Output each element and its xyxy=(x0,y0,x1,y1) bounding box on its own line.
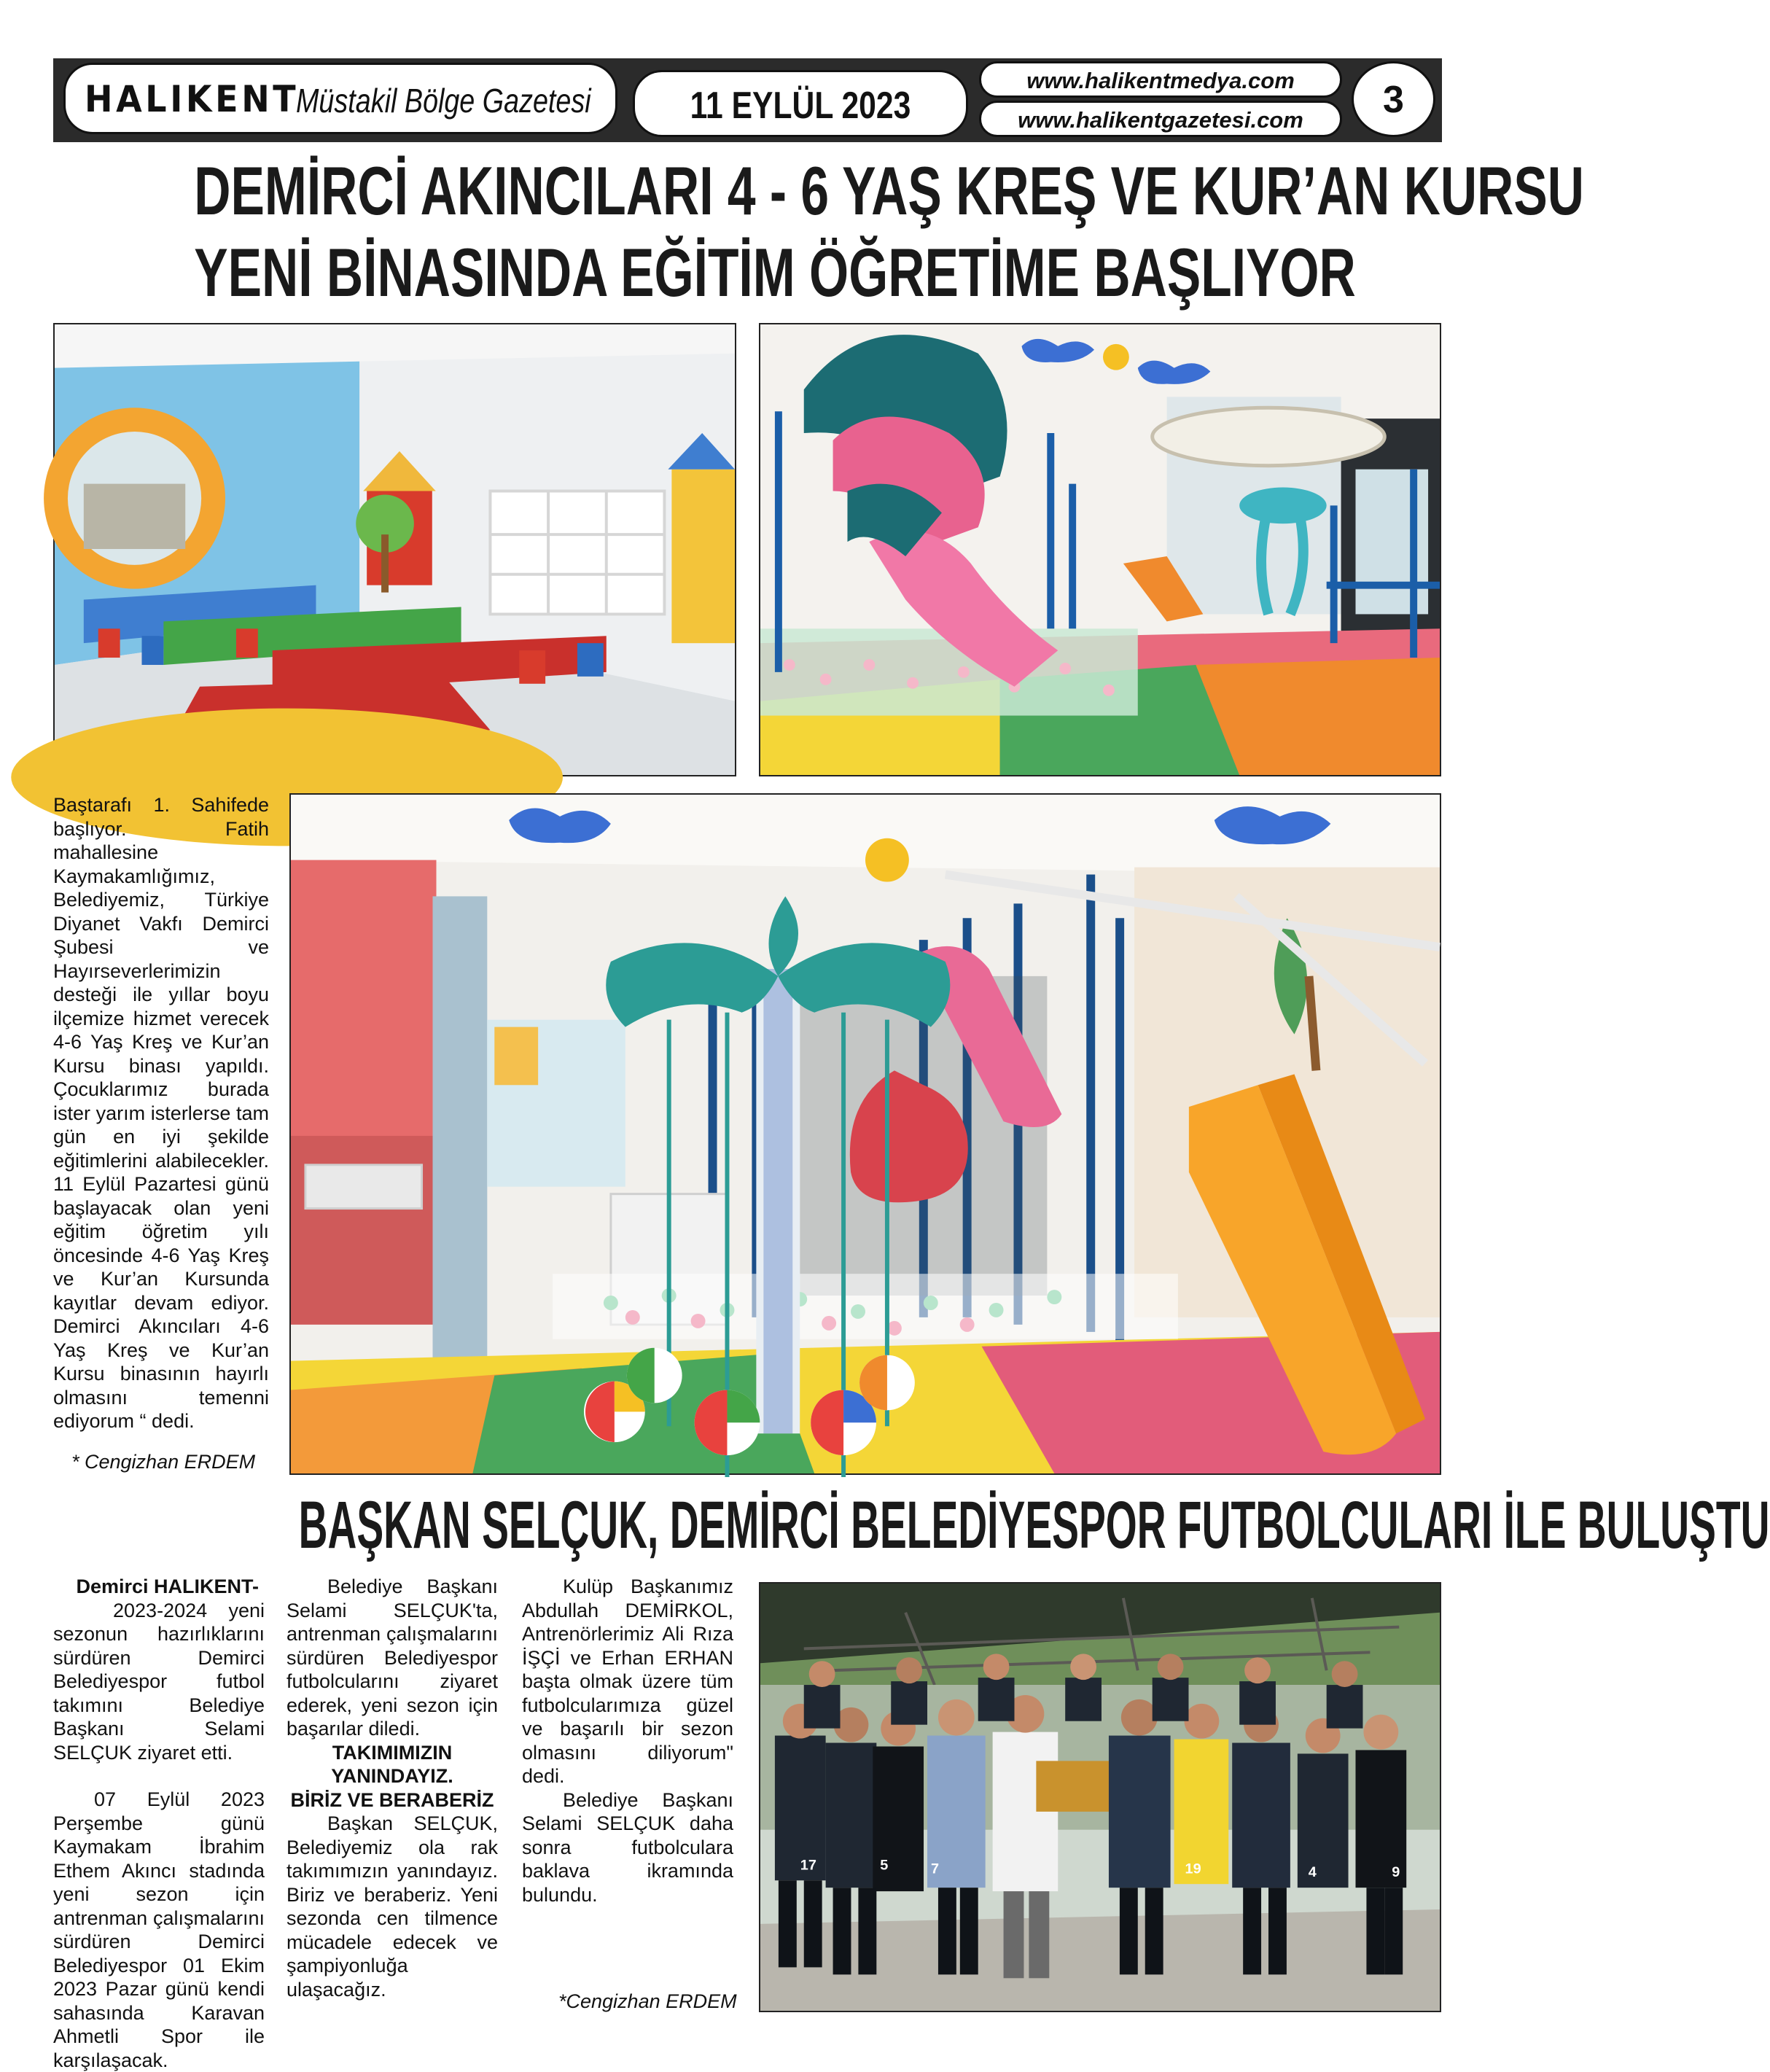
website-text-1: www.halikentmedya.com xyxy=(1026,68,1295,93)
article-2-subhead-1: TAKIMIMIZIN YANINDAYIZ. xyxy=(331,1741,453,1787)
article-1-paragraph: Baştarafı 1. Sahifede başlıyor. Fatih mahallesine Kaymakamlığımız, Belediyemiz, Türkiye Diyanet Vakfı Demirci Şubesi ve Hayırseverlerimizin desteği ile yıllar boyu ilçemize hizmet verecek 4-6 Yaş Kreş ve Kur’an Kursu binası yapıldı. Çocuklarımız burada ister yarım isterlerse tam gün en iyi şekilde eğitimlerini alabilecekler. 11 Eylül Pazartesi günü başlayacak olan yeni eğitim öğretim yılı öncesinde 4-6 Yaş Kreş ve Kur’an Kursunda kayıtlar devam ediyor. Demirci Akıncıları 4-6 Yaş Kreş ve Kur’an Kursu binasının hayırlı olmasını temenni ediyorum “ dedi. xyxy=(53,794,269,1432)
article-1-headline-line-2: YENİ BİNASINDA EĞİTİM ÖĞRETİME BAŞLIYOR xyxy=(194,234,1356,311)
page-number-badge xyxy=(1352,61,1435,137)
newspaper-subtitle: Müstakil Bölge Gazetesi xyxy=(296,82,591,120)
team-photo xyxy=(759,1582,1441,2012)
article-2-paragraph-2: 07 Eylül 2023 Perşembe günü Kaymakam İbrahim Ethem Akıncı stadında yeni sezon için antrenman çalışmalarını sürdüren Demirci Belediyespor 01 Ekim 2023 Pazar günü kendi sahasında Karavan Ahmetli Spor ile karşılaşacak. xyxy=(53,1788,265,2071)
issue-date: 11 EYLÜL 2023 xyxy=(690,85,911,127)
article-1-body xyxy=(53,793,269,1433)
article-2-column-2 xyxy=(286,1575,498,2001)
article-2-column-1 xyxy=(53,1575,265,2072)
article-2-subhead-2: BİRİZ VE BERABERİZ xyxy=(290,1788,494,1811)
newspaper-name: HALIKENT xyxy=(85,78,300,120)
masthead xyxy=(53,58,1442,142)
classroom-photo xyxy=(53,323,736,776)
playground-photo xyxy=(759,323,1441,776)
play-structure-photo xyxy=(289,793,1441,1475)
article-2-paragraph-5: Kulüp Başkanımız Abdullah DEMİRKOL, Antrenörlerimiz Ali Rıza İŞÇİ ve Erhan ERHAN başta olmak üzere tüm futbolcularımıza güzel ve başarılı bir sezon olmasını diliyorum" dedi. xyxy=(522,1576,733,1787)
website-link-2[interactable] xyxy=(979,101,1342,137)
article-2-column-3 xyxy=(522,1575,733,1907)
jersey-number: 9 xyxy=(1392,1864,1400,1881)
jersey-number: 7 xyxy=(930,1861,940,1877)
jersey-number: 5 xyxy=(880,1857,889,1874)
article-2-paragraph-4: Başkan SELÇUK, Belediyemiz ola rak takımımızın yanındayız. Biriz ve beraberiz. Yeni sezonda cen tilmence mücadele edecek ve şampiyonluğa ulaşacağız. xyxy=(286,1812,498,2001)
article-2-paragraph-3: Belediye Başkanı Selami SELÇUK'ta, antrenman çalışmalarını sürdüren Belediyespor futbolcularını ziyaret ederek, yeni sezon için başarılar diledi. xyxy=(286,1576,498,1740)
article-1-byline: * Cengizhan ERDEM xyxy=(71,1451,256,1473)
article-2-paragraph-6: Belediye Başkanı Selami SELÇUK daha sonra futbolculara baklava ikramında bulundu. xyxy=(522,1788,733,1906)
website-text-2: www.halikentgazetesi.com xyxy=(1018,107,1303,133)
website-link-1[interactable] xyxy=(979,61,1342,98)
jersey-number: 17 xyxy=(800,1857,816,1874)
article-2-byline: *Cengizhan ERDEM xyxy=(558,1990,737,2012)
page-number: 3 xyxy=(1383,79,1404,121)
brand-block xyxy=(63,63,617,134)
jersey-number: 4 xyxy=(1308,1864,1317,1881)
article-2-headline: BAŞKAN SELÇUK, DEMİRCİ BELEDİYESPOR FUTBOLCULARI İLE BULUŞTU xyxy=(298,1488,1770,1562)
article-2-dateline: Demirci HALIKENT- xyxy=(76,1576,259,1597)
jersey-number: 19 xyxy=(1185,1861,1201,1877)
issue-date-block xyxy=(633,70,968,137)
article-2-paragraph-1: 2023-2024 yeni sezonun hazırlıklarını sürdüren Demirci Belediyespor futbol takımını Belediye Başkanı Selami SELÇUK ziyaret etti. xyxy=(53,1599,265,1764)
article-1-headline-line-1: DEMİRCİ AKINCILARI 4 - 6 YAŞ KREŞ VE KUR’AN KURSU xyxy=(194,152,1584,229)
